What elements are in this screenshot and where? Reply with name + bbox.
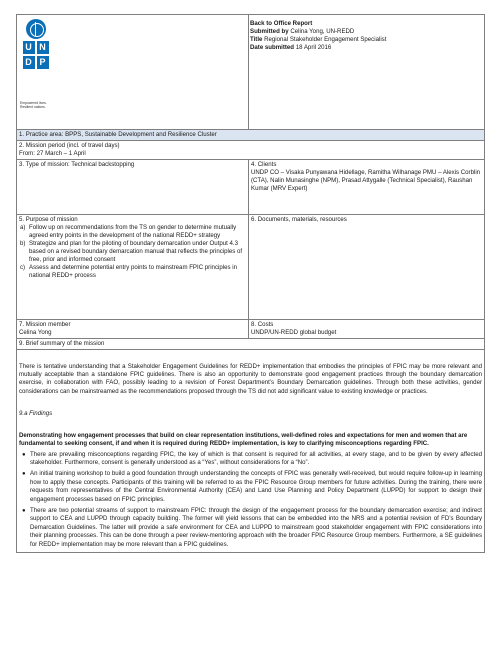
practice-area: 1. Practice area: BPPS, Sustainable Development and Resilience Cluster: [17, 130, 484, 140]
list-item: [19, 470, 482, 504]
logo-letter: D: [23, 56, 35, 69]
findings-lead: Demonstrating how engagement processes that build on clear representation institutions, well-defined roles and expectations for men and women that are fundamental to seeking consent, if and when it is required during REDD+ implementation, is key to clarifying misconceptions regarding FPIC.: [19, 431, 468, 448]
logo-cell: [17, 15, 249, 129]
findings-title: 9.a Findings: [19, 410, 53, 418]
date-label: Date submitted: [250, 44, 295, 52]
documents: 6. Documents, materials, resources: [251, 215, 347, 223]
bullet-text: An initial training workshop to build a good foundation through understanding the concepts of FPIC was generally well-received, but would require follow-up in learning how to apply these concepts. Participants of this training will be referred to as the FPIC Resource Group members for future activities. During the training, there were requests from representatives of the Central Environmental Authority (CEA) and Land Use Planning and Policy Department (LUPPD) for support to design their engagement processes based on FPIC principles.: [30, 470, 482, 503]
report-meta: [249, 15, 484, 129]
submitted-by-label: Submitted by: [250, 28, 289, 36]
purpose-list: [19, 224, 246, 280]
member-costs-row: [17, 320, 484, 339]
mission-period: [17, 141, 484, 159]
list-marker: a): [20, 223, 26, 231]
un-emblem-icon: [26, 19, 46, 39]
header-row: [17, 15, 484, 130]
date-value: 18 April 2016: [295, 44, 332, 52]
summary-label: 9. Brief summary of the mission: [19, 339, 105, 347]
mission-member-value: Celina Yong: [19, 328, 52, 336]
title-label: Title: [250, 36, 263, 44]
costs: [249, 320, 484, 338]
purpose-documents-row: [17, 215, 484, 320]
bullet-icon: ●: [22, 508, 26, 515]
type-clients-row: [17, 160, 484, 215]
back-to-office-form: [16, 14, 485, 553]
summary-body: [17, 350, 484, 553]
mission-period-row: [17, 141, 484, 160]
list-item: [19, 224, 246, 240]
practice-area-row: [17, 130, 484, 141]
list-text: Follow up on recommendations from the TS on gender to determine mutually agreed entry points in the development of the national REDD+ strategy: [29, 223, 237, 239]
list-item: [19, 507, 482, 549]
logo-tagline: Empowered lives. Resilient nations.: [20, 101, 47, 110]
bullet-text: There are two potential streams of support to mainstream FPIC: through the design of the engagement process for the boundary demarcation exercise; and indirect support to CEA and LUPPD through capacity building. The former will yield lessons that can be embedded into the NRS and a potential revision of FD’s Boundary Demarcation Guidelines. The latter will provide a safe environment for CEA and LUPPD to mainstream good stakeholder engagement with FPIC considerations into their planning processes. This can be done through a peer review-mentoring approach with the broader FPIC Resource Group members. Furthermore, a SE guidelines for REDD+ implementation may be more relevant than a FPIC guidelines.: [30, 507, 482, 548]
list-item: [19, 264, 246, 280]
list-marker: c): [20, 264, 26, 272]
list-item: [19, 451, 482, 468]
undp-logo: [22, 19, 49, 69]
mission-period-value: From: 27 March – 1 April: [19, 149, 86, 157]
clients-label: 4. Clients: [251, 160, 277, 168]
logo-letter: P: [37, 56, 49, 69]
title-value: Regional Stakeholder Engagement Specialist: [264, 36, 387, 44]
costs-value: UNDP/UN-REDD global budget: [251, 328, 337, 336]
findings-list: [19, 451, 482, 549]
summary-label-row: [17, 339, 484, 350]
list-text: Strategize and plan for the piloting of boundary demarcation under Output 4.3 based on a revised boundary demarcation manual that reflects the principles of free, prior and informed consent: [29, 240, 243, 263]
summary-row: [17, 350, 484, 553]
list-item: [19, 240, 246, 264]
report-title: Back to Office Report: [250, 20, 313, 27]
bullet-icon: ●: [22, 451, 26, 458]
purpose: [17, 215, 249, 319]
mission-member-label: 7. Mission member: [19, 320, 71, 328]
list-text: Assess and determine potential entry points to mainstream FPIC principles in national REDD+ process: [29, 264, 237, 280]
clients: [249, 160, 484, 214]
bullet-icon: ●: [22, 471, 26, 478]
logo-letter: N: [37, 41, 49, 54]
mission-member: [17, 320, 249, 338]
submitted-by-value: Celina Yong, UN-REDD: [290, 28, 355, 36]
mission-period-label: 2. Mission period (incl. of travel days): [19, 141, 120, 149]
undp-letters: [22, 41, 49, 69]
costs-label: 8. Costs: [251, 320, 274, 328]
logo-letter: U: [23, 41, 35, 54]
clients-value: UNDP CO – Visaka Punyawana Hidellage, Ramitha Wilhanage PMU – Alexis Corblin (CTA), Nalin Munasinghe (NPM), Prasad Attygalle (Technical Specialist), Raushan Kumar (MRV Expert): [251, 168, 481, 192]
summary-intro: There is tentative understanding that a Stakeholder Engagement Guidelines for REDD+ implementation that embodies the principles of FPIC may be more relevant and mutually acceptable than a standalone FPIC guidelines. There is also an opportunity to demonstrate good engagement practices through the boundary demarcation exercise, in collaboration with FAO, possibly leading to a revision of Forest Department’s Boundary Demarcation guidelines. Through both these activities, gender considerations can be mainstreamed as the recommendations proposed through the TS did not add significant value to existing knowledge or practices.: [19, 362, 482, 395]
bullet-text: There are prevailing misconceptions regarding FPIC, the key of which is that consent is required for all activities, at every stage, and to be given by every affected stakeholder. Furthermore, consent is generally understood as a “Yes”, without considerations for a “No”.: [30, 450, 482, 467]
list-marker: b): [20, 240, 26, 248]
purpose-label: 5. Purpose of mission: [19, 215, 78, 223]
mission-type: 3. Type of mission: Technical backstopping: [17, 160, 249, 214]
